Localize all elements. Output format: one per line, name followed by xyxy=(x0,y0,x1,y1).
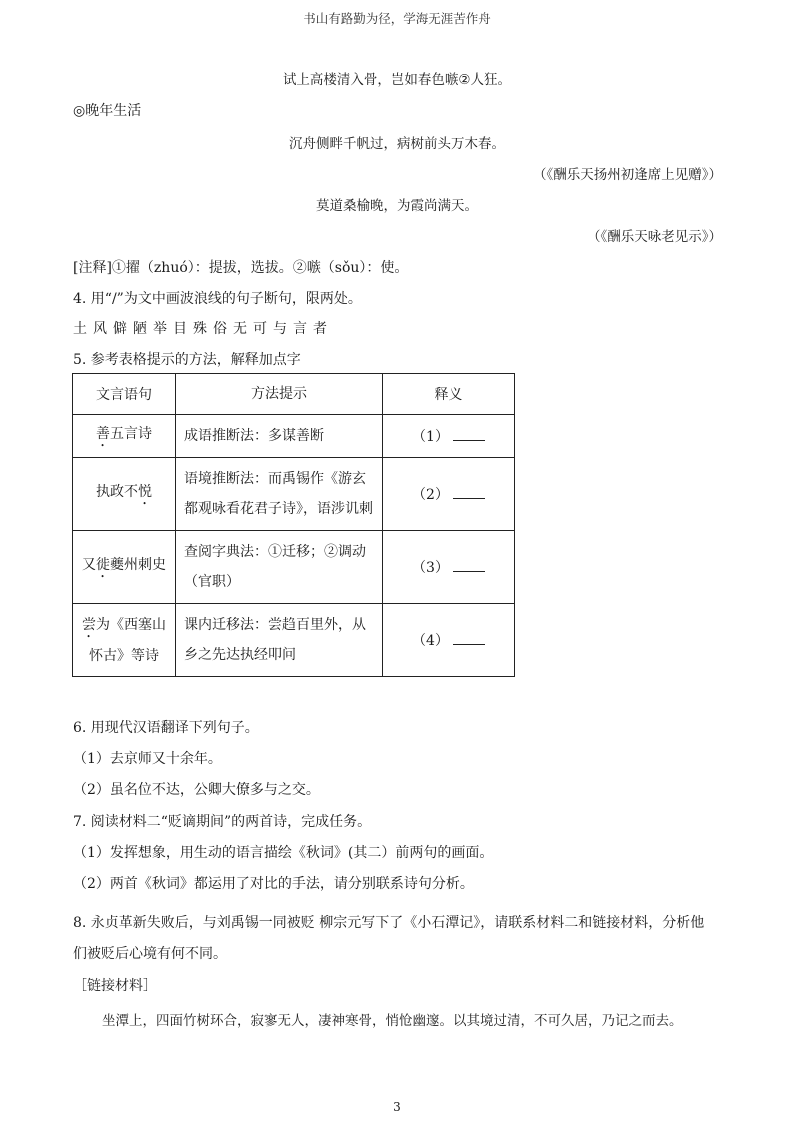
question-6: 6. 用现代汉语翻译下列句子。 xyxy=(73,720,259,736)
table-row xyxy=(73,415,515,458)
table-cell-answer xyxy=(383,415,515,458)
table-cell-phrase: 执政不悦 xyxy=(73,458,176,531)
poem-line: 莫道桑榆晚，为霞尚满天。 xyxy=(316,198,478,214)
answer-blank[interactable] xyxy=(453,632,485,645)
glossed-character: 徙 xyxy=(96,556,110,573)
answer-blank[interactable] xyxy=(453,486,485,499)
link-material-text: 坐潭上，四面竹树环合，寂寥无人，凄神寒骨，悄怆幽邃。以其境过清，不可久居，乃记之而去。 xyxy=(102,1013,683,1029)
table-cell-phrase: 又徙夔州刺史 xyxy=(73,531,176,604)
answer-blank[interactable] xyxy=(453,428,485,441)
question-7-item-2: （2）两首《秋词》都运用了对比的手法，请分别联系诗句分析。 xyxy=(73,876,474,892)
table-cell-method: 课内迁移法：尝趋百里外，从乡之先达执经叩问 xyxy=(176,604,383,677)
table-cell-method: 查阅字典法：①迁移；②调动（官职） xyxy=(176,531,383,604)
table-row xyxy=(73,604,515,677)
question-8-line-2: 们被贬后心境有何不同。 xyxy=(73,946,227,962)
glossed-character: 悦 xyxy=(138,483,152,500)
question-8-line-1: 8. 永贞革新失败后，与刘禹锡一同被贬 柳宗元写下了《小石潭记》，请联系材料二和链接材料，分析他 xyxy=(73,915,705,931)
method-table xyxy=(72,373,515,677)
table-header-cell: 释义 xyxy=(383,374,515,415)
table-header-row xyxy=(73,374,515,415)
poem-source: （《酬乐天咏老见示》） xyxy=(587,229,722,245)
glossed-character: 善 xyxy=(96,425,110,442)
table-cell-answer xyxy=(383,604,515,677)
glossed-character: 尝 xyxy=(82,616,96,633)
table-cell-phrase: 尝为《西塞山怀古》等诗 xyxy=(73,604,176,677)
table-cell-answer xyxy=(383,458,515,531)
page-number: 3 xyxy=(393,1100,401,1114)
question-6-item-2: （2）虽名位不达，公卿大僚多与之交。 xyxy=(73,782,320,798)
table-cell-answer xyxy=(383,531,515,604)
table-cell-method: 语境推断法：而禹锡作《游玄都观咏看花君子诗》，语涉讥刺 xyxy=(176,458,383,531)
question-5: 5. 参考表格提示的方法，解释加点字 xyxy=(73,352,301,368)
poem-line: 沉舟侧畔千帆过，病树前头万木春。 xyxy=(289,136,505,152)
answer-blank[interactable] xyxy=(453,559,485,572)
question-6-item-1: （1）去京师又十余年。 xyxy=(73,751,222,767)
answer-label: （1） xyxy=(412,429,449,445)
table-row xyxy=(73,531,515,604)
link-material-label: ［链接材料］ xyxy=(73,978,157,994)
answer-label: （4） xyxy=(412,633,449,649)
question-7-item-1: （1）发挥想象，用生动的语言描绘《秋词》(其二）前两句的画面。 xyxy=(73,845,494,861)
table-cell-phrase: 善五言诗 xyxy=(73,415,176,458)
table-row xyxy=(73,458,515,531)
annotation-note: [注释]①擢（zhuó）：提拔，选拔。②嗾（sǒu）：使。 xyxy=(73,260,409,276)
question-4-sentence: 土风僻陋举目殊俗无可与言者 xyxy=(73,321,333,337)
answer-label: （3） xyxy=(412,560,449,576)
table-header-cell: 方法提示 xyxy=(176,374,383,415)
poem-source: （《酬乐天扬州初逢席上见赠》） xyxy=(533,167,722,183)
page-header: 书山有路勤为径，学海无涯苦作舟 xyxy=(303,11,491,26)
answer-label: （2） xyxy=(412,487,449,503)
table-cell-method: 成语推断法：多谋善断 xyxy=(176,415,383,458)
table-header-cell: 文言语句 xyxy=(73,374,176,415)
section-heading: ◎晚年生活 xyxy=(73,103,142,119)
question-7: 7. 阅读材料二“贬谪期间”的两首诗，完成任务。 xyxy=(73,814,372,830)
question-4: 4. 用“/”为文中画波浪线的句子断句，限两处。 xyxy=(73,291,362,307)
poem-line: 试上高楼清入骨，岂如春色嗾②人狂。 xyxy=(282,72,512,88)
